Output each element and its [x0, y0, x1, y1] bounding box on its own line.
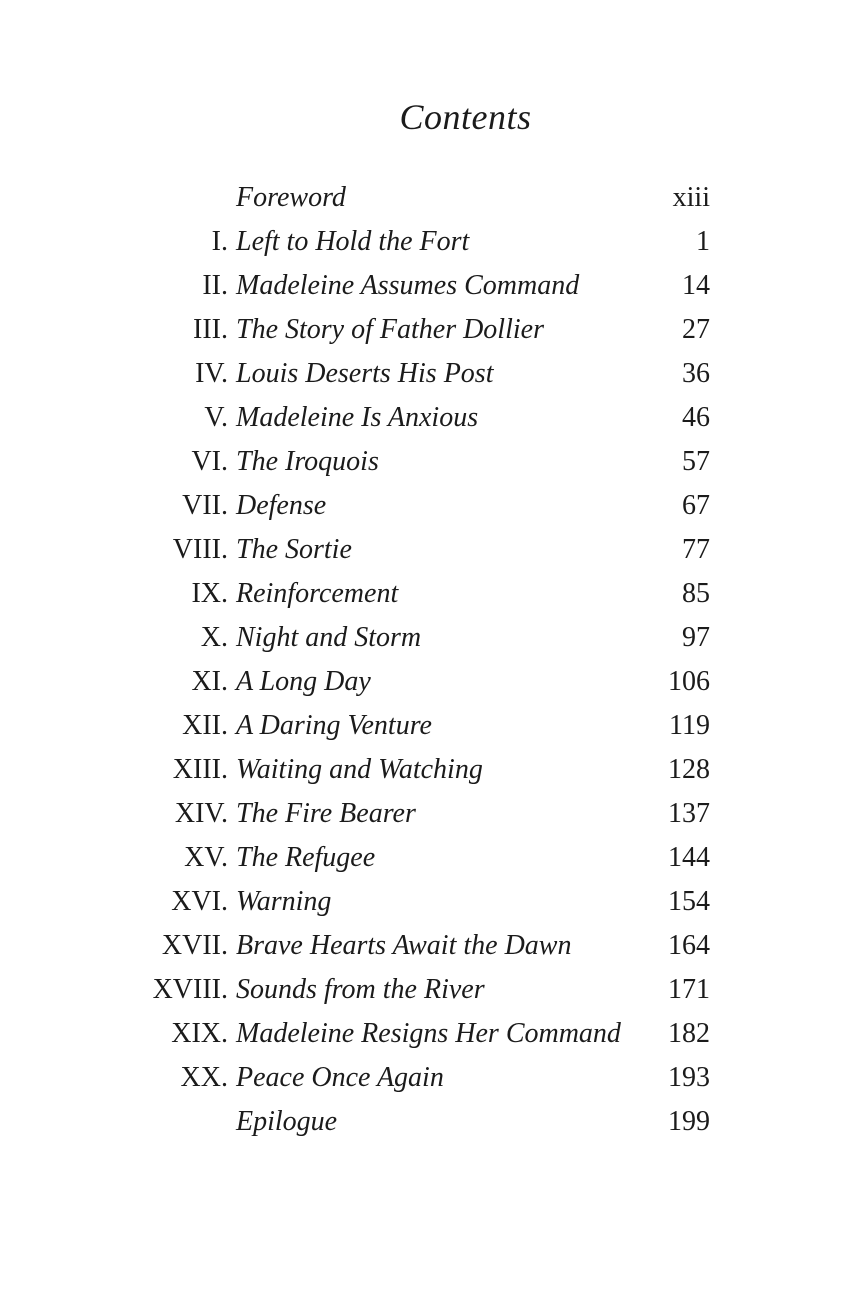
page-number: 57	[682, 446, 710, 477]
page-number: 137	[668, 798, 710, 829]
chapter-numeral: X.	[200, 622, 228, 653]
chapter-title: A Long Day	[236, 666, 371, 697]
chapter-title: Night and Storm	[236, 622, 422, 653]
toc-row	[150, 396, 710, 440]
chapter-numeral: XIV.	[174, 798, 228, 829]
toc-row	[150, 616, 710, 660]
chapter-numeral: XIII.	[172, 754, 228, 785]
page-number: 128	[668, 754, 710, 785]
chapter-numeral: XVIII.	[152, 974, 228, 1005]
chapter-numeral: XX.	[180, 1062, 228, 1093]
chapter-title: Madeleine Assumes Command	[236, 270, 580, 301]
toc-row	[150, 660, 710, 704]
chapter-numeral: V.	[204, 402, 228, 433]
page-number: 171	[668, 974, 710, 1005]
toc-row	[150, 572, 710, 616]
chapter-numeral: IX.	[191, 578, 228, 609]
chapter-title: Louis Deserts His Post	[236, 358, 494, 389]
chapter-title: Madeleine Resigns Her Command	[236, 1018, 621, 1049]
chapter-title: Peace Once Again	[236, 1062, 444, 1093]
toc-row	[150, 1012, 710, 1056]
toc-row	[150, 704, 710, 748]
chapter-title: Madeleine Is Anxious	[236, 402, 479, 433]
chapter-numeral: XV.	[184, 842, 228, 873]
chapter-numeral: XII.	[182, 710, 228, 741]
chapter-title: A Daring Venture	[236, 710, 432, 741]
page-number: 97	[682, 622, 710, 653]
page-number: 1	[696, 226, 710, 257]
chapter-numeral: III.	[193, 314, 228, 345]
chapter-title: Warning	[236, 886, 332, 917]
chapter-numeral: I.	[211, 226, 228, 257]
toc-row	[150, 968, 710, 1012]
page-number: 199	[668, 1106, 710, 1137]
toc-row	[150, 1056, 710, 1100]
page-number: 27	[682, 314, 710, 345]
toc-row	[150, 220, 710, 264]
page-number: 106	[668, 666, 710, 697]
chapter-title: Left to Hold the Fort	[236, 226, 470, 257]
toc-list	[150, 176, 710, 1144]
toc-row	[150, 836, 710, 880]
chapter-title: The Sortie	[236, 534, 352, 565]
page-number: 154	[668, 886, 710, 917]
toc-row	[150, 880, 710, 924]
page-number: 144	[668, 842, 710, 873]
toc-row	[150, 528, 710, 572]
page-number: 193	[668, 1062, 710, 1093]
toc-row	[150, 264, 710, 308]
toc-row	[150, 924, 710, 968]
chapter-title: Foreword	[236, 182, 346, 213]
page-number: 67	[682, 490, 710, 521]
chapter-title: Epilogue	[236, 1106, 338, 1137]
chapter-numeral: XIX.	[171, 1018, 228, 1049]
page-title: Contents	[399, 97, 532, 137]
page-number: 36	[682, 358, 710, 389]
chapter-numeral: VIII.	[172, 534, 228, 565]
chapter-numeral: IV.	[195, 358, 228, 389]
page-number: 14	[682, 270, 710, 301]
page-number: 46	[682, 402, 710, 433]
chapter-title: Waiting and Watching	[236, 754, 483, 785]
chapter-title: Reinforcement	[236, 578, 399, 609]
page-number: 182	[668, 1018, 710, 1049]
page-number: 85	[682, 578, 710, 609]
chapter-numeral: XI.	[191, 666, 228, 697]
chapter-title: The Refugee	[236, 842, 376, 873]
page-number: 119	[669, 710, 710, 741]
page-number: 164	[668, 930, 710, 961]
chapter-numeral: II.	[202, 270, 228, 301]
chapter-title: Defense	[236, 490, 327, 521]
chapter-numeral: XVII.	[161, 930, 228, 961]
toc-row	[150, 484, 710, 528]
chapter-title: The Iroquois	[236, 446, 379, 477]
chapter-numeral: VI.	[191, 446, 228, 477]
page-number: xiii	[672, 182, 710, 213]
toc-row	[150, 308, 710, 352]
toc-row	[150, 748, 710, 792]
toc-row	[150, 792, 710, 836]
toc-row	[150, 440, 710, 484]
toc-row	[150, 176, 710, 220]
page-number: 77	[682, 534, 710, 565]
chapter-numeral: XVI.	[171, 886, 228, 917]
toc-row	[150, 352, 710, 396]
chapter-title: Sounds from the River	[236, 974, 485, 1005]
chapter-title: The Story of Father Dollier	[236, 314, 544, 345]
chapter-numeral: VII.	[182, 490, 228, 521]
toc-row	[150, 1100, 710, 1144]
chapter-title: The Fire Bearer	[236, 798, 416, 829]
chapter-title: Brave Hearts Await the Dawn	[236, 930, 572, 961]
